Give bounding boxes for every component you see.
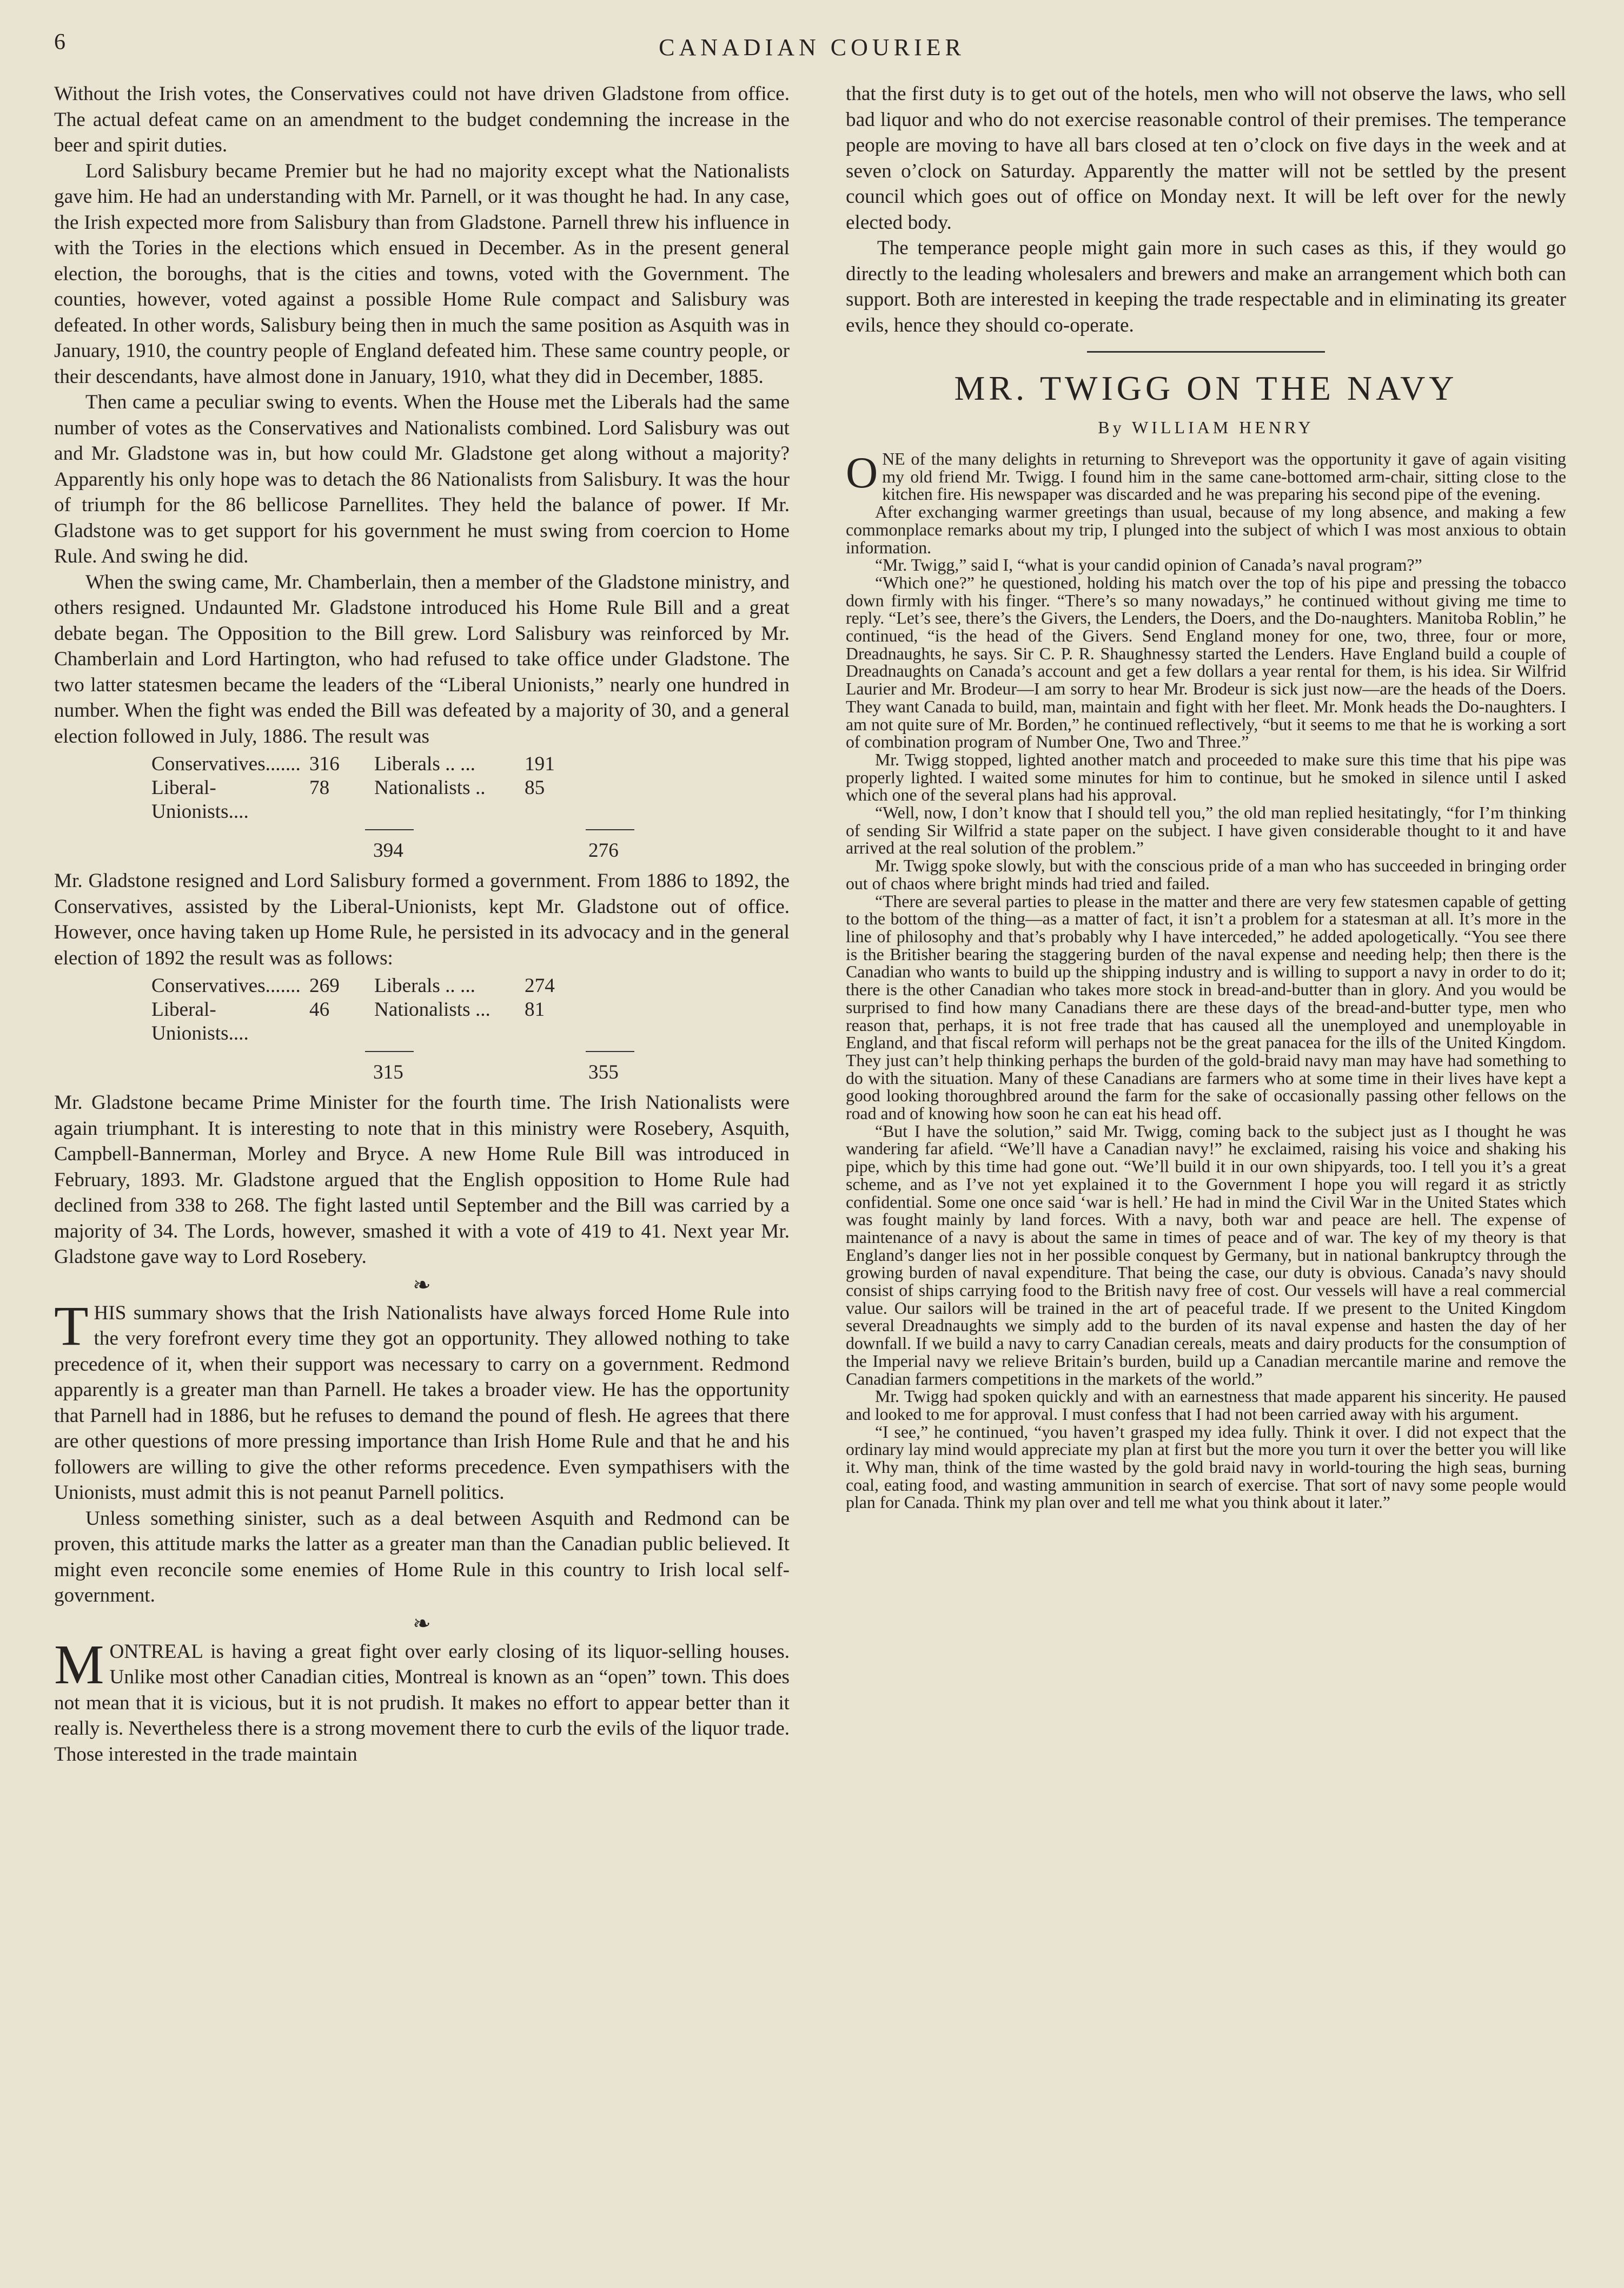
paragraph: “Mr. Twigg,” said I, “what is your candid opinion of Canada’s naval program?” [875,556,1422,575]
left-column [54,81,790,1767]
party-label: Liberals .. ... [374,975,475,997]
right-column [846,81,1566,1512]
seat-count: 191 [525,753,555,775]
seat-count: 85 [525,777,545,799]
results-total [54,1061,790,1085]
article-mr-twigg [846,367,1566,1512]
paragraph: Mr. Twigg spoke slowly, but with the conscious pride of a man who has succeeded in bringing order out of chaos where bright minds had tried and failed. [846,856,1566,893]
drop-cap: T [54,1294,89,1357]
party-label: Nationalists .. [374,777,486,799]
paragraph: After exchanging warmer greetings than usual, because of my long absence, and making a few commonplace remarks about my trip, I plunged into the subject of which I was most anxious to obtain information. [846,502,1566,557]
total-left: 315 [373,1061,403,1083]
paragraph: “But I have the solution,” said Mr. Twigg, coming back to the subject just as I thought he was wandering far afield. “We’ll have a Canadian navy!” he exclaimed, raising his voice and shaking his pipe, which by this time had gone out. “We’ll build it in our own shipyards, too. I tell you it’s a great scheme, and as I’ve not yet explained it to the Government I hope you will regard it as strictly confidential. Some one once said ‘war is hell.’ He had in mind the Civil War in the United States which was fought mainly by land forces. With a navy, both war and peace are hell. The expense of maintenance of a navy is about the same in times of peace and of war. The key of my theory is that England’s danger lies not in her possible conquest by Germany, but in national bankruptcy through the growing burden of naval expenditure. That being the case, our duty is obvious. Canada’s navy should consist of ships carrying food to the British navy free of cost. Our vessels will have a real commercial value. Our sailors will be trained in the art of peaceful trade. If we present to the United Kingdom several Dreadnaughts we simply add to the burden of its naval expense and hasten the day of her downfall. If we build a navy to carry Canadian cereals, meats and dairy products for the consumption of the Imperial navy we relieve Britain’s burden, build up a Canadian mercantile marine and remove the Canadian farmers competitions in the markets of the world.” [846,1121,1566,1388]
party-label: Nationalists ... [374,998,490,1021]
fleuron-ornament: ❧ [413,1611,431,1636]
paragraph: ONE of the many delights in returning to Shreveport was the opportunity it gave of again visiting my old friend Mr. Twigg. I found him in the same cane-bottomed arm-chair, sitting close to the kitchen fire. His newspaper was discarded and he was preparing his second pipe of the evening. [846,448,1566,504]
total-right: 355 [588,1061,619,1083]
election-results-1886 [54,752,790,863]
party-label: Conservatives....... [151,975,301,997]
seat-count: 316 [309,753,340,775]
paragraph: Unless something sinister, such as a deal between Asquith and Redmond can be proven, this attitude marks the latter as a greater man than the Canadian public believed. It might even reconcile some enemies of Home Rule in this country to Irish local self-government. [54,1507,790,1606]
running-header: CANADIAN COURIER [659,34,965,61]
seat-count: 269 [309,975,340,997]
paragraph: Mr. Twigg had spoken quickly and with an earnestness that made apparent his sincerity. He paused and looked to me for approval. I must confess that I had not been carried away with his argument. [846,1387,1566,1424]
party-label: Liberals .. ... [374,753,475,775]
drop-cap: M [54,1633,104,1696]
fleuron-ornament: ❧ [413,1272,431,1297]
paragraph: Lord Salisbury became Premier but he had no majority except what the Nationalists gave him. He had an understanding with Mr. Parnell, or it was thought he had. In any case, the Irish expected more from Salisbury than from Gladstone. Parnell threw his influence in with the Tories in the elections which ensued in December. As in the present general election, the boroughs, that is the cities and towns, voted with the Government. The counties, however, voted against a possible Home Rule compact and Salisbury was defeated. In other words, Salisbury being then in much the same position as Asquith was in January, 1910, the country people of England defeated him. These same country people, or their descendants, have almost done in January, 1910, what they did in December, 1885. [54,160,790,388]
total-left: 394 [373,839,403,862]
paragraph: that the first duty is to get out of the hotels, men who will not observe the laws, who sell bad liquor and who do not exercise reasonable control of their premises. The temperance people are moving to have all bars closed at ten o’clock on five days in the week and at seven o’clock on Saturday. Apparently the matter will not be settled by the present council which goes out of office on Monday next. It will be left over for the newly elected body. [846,83,1566,234]
results-total [54,839,790,863]
paragraph: Mr. Twigg stopped, lighted another match and proceeded to make sure this time that his pipe was properly lighted. I waited some minutes for him to continue, but he smoked in silence until I asked which one of the several plans had his approval. [846,750,1566,805]
election-results-1892 [54,974,790,1085]
paragraph: Then came a peculiar swing to events. When the House met the Liberals had the same number of votes as the Conservatives and Nationalists combined. Lord Salisbury was out and Mr. Gladstone was in, but how could Mr. Gladstone get along without a majority? Apparently his only hope was to detach the 86 Nationalists from Salisbury. It was the hour of triumph for the 86 bellicose Parnellites. They held the balance of power. If Mr. Gladstone was to get support for his government he must swing from coercion to Home Rule. And swing he did. [54,391,790,567]
paragraph: THIS summary shows that the Irish Nationalists have always forced Home Rule into the very forefront every time they got an opportunity. They allowed nothing to take precedence of it, when their support was necessary to carry on a government. Redmond apparently is a greater man than Parnell. He takes a broader view. He has the opportunity that Parnell had in 1886, but he refuses to demand the pound of flesh. He agrees that there are other questions of more pressing importance than Irish Home Rule and that he and his followers are willing to give the other reforms precedence. Even sympathisers with the Unionists, must admit this is not peanut Parnell politics. [54,1294,790,1504]
total-right: 276 [588,839,619,862]
paragraph: When the swing came, Mr. Chamberlain, then a member of the Gladstone ministry, and others resigned. Undaunted Mr. Gladstone introduced his Home Rule Bill and a great debate began. The Opposition to the Bill grew. Lord Salisbury was reinforced by Mr. Chamberlain and Lord Hartington, who had refused to take office under Gladstone. The two latter statesmen became the leaders of the “Liberal Unionists,” nearly one hundred in number. When the fight was ended the Bill was defeated by a majority of 30, and a general election followed in July, 1886. The result was [54,571,790,748]
party-label: Conservatives....... [151,753,301,775]
results-row [54,998,790,1046]
paragraph: “Which one?” he questioned, holding his match over the top of his pipe and pressing the tobacco down firmly with his finger. “There’s so many nowadays,” he continued without giving me time to reply. “Let’s see, there’s the Givers, the Lenders, the Doers, and the Do-naughters. Manitoba Roblin,” he continued, “is the head of the Givers. Send England money for one, two, three, four or more, Dreadnaughts, he says. Sir C. P. R. Shaughnessy started the Lenders. Have England build a couple of Dreadnaughts on Canada’s account and get a few dollars a year rental for them, is his idea. Sir Wilfrid Laurier and Mr. Brodeur—I am sorry to hear Mr. Brodeur is sick just now—are the heads of the Doers. They want Canada to build, man, maintain and fight with her fleet. Mr. Monk heads the Do-naughters. I am not quite sure of Mr. Borden,” he continued reflectively, “but it seems to me that he is working a sort of combination program of Number One, Two and Three.” [846,573,1566,752]
sum-rule [54,824,790,836]
paragraph: Mr. Gladstone became Prime Minister for the fourth time. The Irish Nationalists were again triumphant. It is interesting to note that in this ministry were Rosebery, Asquith, Campbell-Bannerman, Morley and Bryce. A new Home Rule Bill was introduced in February, 1893. Mr. Gladstone argued that the English opposition to Home Rule had declined from 338 to 268. The fight lasted until September and the Bill was carried by a majority of 34. The Lords, however, smashed it with a vote of 419 to 41. Next year Mr. Gladstone gave way to Lord Rosebery. [54,1092,790,1268]
paragraph: Mr. Gladstone resigned and Lord Salisbury formed a government. From 1886 to 1892, the Conservatives, assisted by the Liberal-Unionists, kept Mr. Gladstone out of office. However, once having taken up Home Rule, he persisted in its advocacy and in the general election of 1892 the result was as follows: [54,870,790,969]
drop-cap: O [846,448,878,497]
sum-rule [54,1046,790,1057]
seat-count: 274 [525,975,555,997]
party-label: Liberal-Unionists.... [151,777,249,823]
results-row [54,752,790,776]
page-number: 6 [54,30,65,55]
paragraph: Without the Irish votes, the Conservatives could not have driven Gladstone from office. The actual defeat came on an amendment to the budget condemning the increase in the beer and spirit duties. [54,83,790,156]
paragraph: “Well, now, I don’t know that I should tell you,” the old man replied hesitatingly, “for I’m thinking of sending Sir Wilfrid a state paper on the subject. I have given considerable thought to it and have arrived at the real solution of the problem.” [846,803,1566,858]
paragraph: MONTREAL is having a great fight over early closing of its liquor-selling houses. Unlike most other Canadian cities, Montreal is known as an “open” town. This does not mean that it is vicious, but it is not prudish. It makes no effort to appear better than it really is. Nevertheless there is a strong movement there to curb the evils of the liquor trade. Those interested in the trade maintain [54,1633,790,1765]
results-row [54,776,790,824]
paragraph: The temperance people might gain more in such cases as this, if they would go directly to the leading wholesalers and brewers and make an arrangement which both can support. Both are interested in keeping the trade respectable and in eliminating its greater evils, hence they should co-operate. [846,237,1566,336]
party-label: Liberal-Unionists.... [151,998,249,1044]
section-divider [1087,351,1325,353]
paragraph: “I see,” he continued, “you haven’t grasped my idea fully. Think it over. I did not expect that the ordinary lay mind would appreciate my plan at first but the more you turn it over the better you will like it. Why man, think of the time wasted by the gold braid navy in world-touring the high seas, burning coal, eating food, and wasting ammunition in search of exercise. That sort of navy some people would plan for Canada. Think my plan over and tell me what you think about it later.” [846,1422,1566,1512]
results-row [54,974,790,998]
seat-count: 46 [309,998,330,1021]
seat-count: 78 [309,777,330,799]
article-byline: By WILLIAM HENRY [1098,418,1314,437]
paragraph: “There are several parties to please in the matter and there are very few statesmen capable of getting to the bottom of the thing—as a matter of fact, it isn’t a problem for a statesman at all. It’s more in the line of philosophy and that’s probably why I have interceded,” he added apologetically. “You see there is the Britisher bearing the staggering burden of the naval expense and needing help; then there is the Canadian who wants to build up the shipping industry and is willing to support a navy in order to do it; there is the other Canadian who takes more stock in bread-and-butter than in glory. And you would be surprised to find how many Canadians there are these days of the bread-and-butter type, men who reason that, perhaps, it is not free trade that has caused all the unemployed and unemployable in England, and that fiscal reform will perhaps not be the great panacea for the ills of the United Kingdom. They just can’t help thinking perhaps the burden of the gold-braid navy man may have had something to do with the situation. Many of these Canadians are farmers who at some time in their lives have kept a good looking thoroughbred around the farm for the sake of occasionally passing other fellows on the road and of knowing how soon he can eat his head off. [846,891,1566,1123]
seat-count: 81 [525,998,545,1021]
article-title: MR. TWIGG ON THE NAVY [954,369,1458,407]
